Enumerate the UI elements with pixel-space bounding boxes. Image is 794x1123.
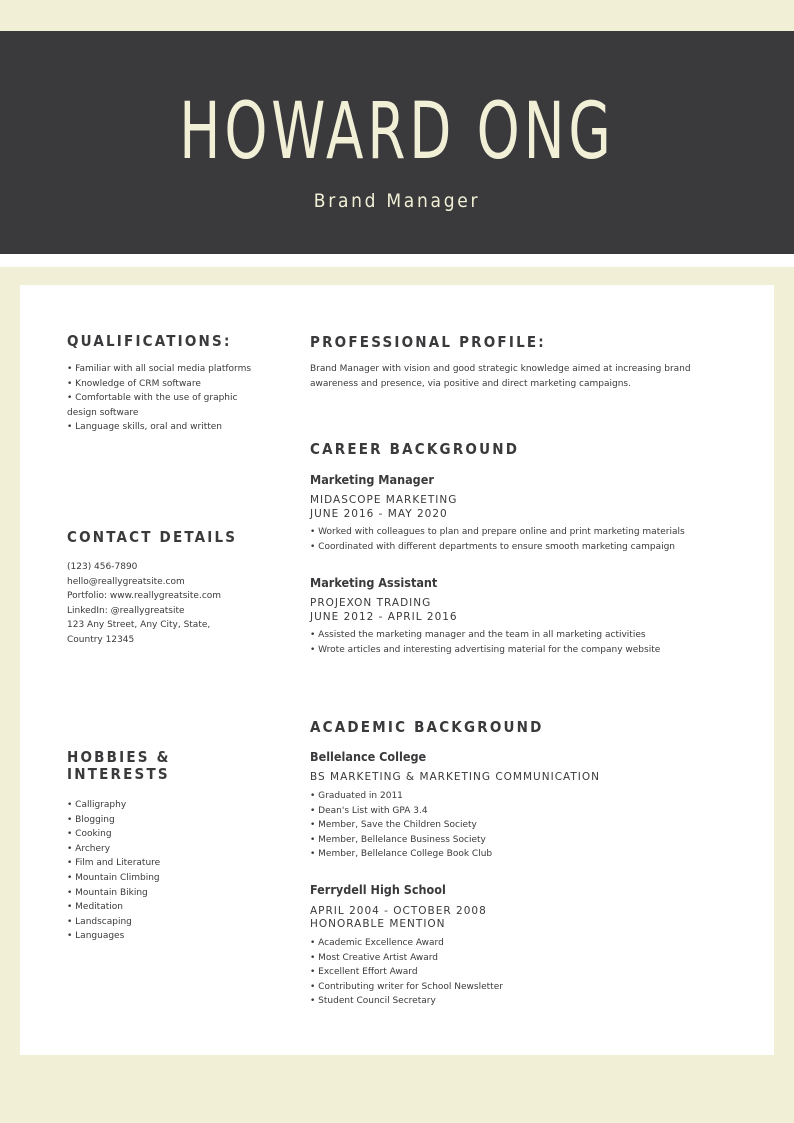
school-achievements	[310, 789, 492, 862]
list-item: • Landscaping	[67, 916, 132, 927]
list-item: • Assisted the marketing manager and the team in all marketing activities	[310, 630, 646, 640]
career-heading: CAREER BACKGROUND	[310, 440, 520, 458]
job-dates: JUNE 2016 - MAY 2020	[310, 508, 448, 520]
job-duties	[310, 628, 660, 657]
school-name: Ferrydell High School	[310, 882, 446, 897]
list-item: • Most Creative Artist Award	[310, 952, 438, 963]
job-company: PROJEXON TRADING	[310, 597, 432, 609]
profile-heading: PROFESSIONAL PROFILE:	[310, 333, 546, 351]
list-item: • Blogging	[67, 814, 115, 825]
address-line: 123 Any Street, Any City, State,	[67, 620, 211, 631]
list-item: • Graduated in 2011	[310, 791, 403, 801]
hobbies-heading-line2: INTERESTS	[67, 765, 170, 783]
list-item: • Dean's List with GPA 3.4	[310, 805, 428, 816]
list-item: • Excellent Effort Award	[310, 967, 418, 978]
qualifications-heading: QUALIFICATIONS:	[67, 332, 232, 350]
candidate-role: Brand Manager	[313, 190, 481, 212]
list-item: • Member, Bellelance College Book Club	[310, 849, 493, 860]
list-item: • Contributing writer for School Newsletter	[310, 981, 503, 992]
job-title: Marketing Manager	[310, 472, 434, 487]
list-item: • Languages	[67, 931, 125, 942]
contact-list	[67, 560, 221, 648]
list-item: • Mountain Climbing	[67, 872, 160, 883]
profile-summary: Brand Manager with vision and good strategic knowledge aimed at increasing brand awareness and presence, via positive and direct marketing campaigns.	[310, 364, 691, 389]
list-item: • Member, Save the Children Society	[310, 820, 477, 831]
list-item: • Comfortable with the use of graphic design software	[67, 393, 238, 418]
contact-heading: CONTACT DETAILS	[67, 528, 238, 546]
school-honor: HONORABLE MENTION	[310, 918, 446, 930]
list-item: • Academic Excellence Award	[310, 938, 444, 948]
job-dates: JUNE 2012 - APRIL 2016	[310, 611, 458, 623]
qualifications-list	[67, 362, 257, 435]
linkedin-handle: LinkedIn: @reallygreatsite	[67, 605, 185, 616]
list-item: • Knowledge of CRM software	[67, 378, 201, 389]
hobbies-heading: HOBBIES &	[67, 748, 171, 766]
list-item: • Calligraphy	[67, 800, 127, 810]
list-item: • Coordinated with different departments to ensure smooth marketing campaign	[310, 541, 676, 552]
list-item: • Member, Bellelance Business Society	[310, 834, 486, 845]
hobbies-list	[67, 798, 160, 944]
list-item: • Mountain Biking	[67, 887, 148, 898]
school-degree: BS MARKETING & MARKETING COMMUNICATION	[310, 771, 601, 783]
job-duties	[310, 525, 685, 554]
list-item: • Worked with colleagues to plan and prepare online and print marketing materials	[310, 527, 685, 537]
list-item: • Meditation	[67, 902, 123, 913]
school-achievements	[310, 936, 503, 1009]
list-item: • Language skills, oral and written	[67, 422, 222, 433]
list-item: • Wrote articles and interesting advertising material for the company website	[310, 644, 661, 655]
list-item: • Film and Literature	[67, 858, 161, 869]
job-title: Marketing Assistant	[310, 575, 438, 590]
candidate-name: HOWARD ONG	[179, 87, 615, 177]
list-item: • Familiar with all social media platforms	[67, 364, 252, 374]
list-item: • Student Council Secretary	[310, 996, 436, 1007]
school-name: Bellelance College	[310, 749, 427, 764]
school-dates: APRIL 2004 - OCTOBER 2008	[310, 905, 487, 917]
list-item: • Cooking	[67, 829, 112, 840]
address-line: Country 12345	[67, 634, 135, 645]
divider-band	[0, 254, 794, 267]
job-company: MIDASCOPE MARKETING	[310, 494, 458, 506]
portfolio-link: Portfolio: www.reallygreatsite.com	[67, 591, 222, 602]
email-address: hello@reallygreatsite.com	[67, 576, 185, 587]
academic-heading: ACADEMIC BACKGROUND	[310, 718, 544, 736]
phone-number: (123) 456-7890	[67, 562, 138, 572]
list-item: • Archery	[67, 843, 111, 854]
